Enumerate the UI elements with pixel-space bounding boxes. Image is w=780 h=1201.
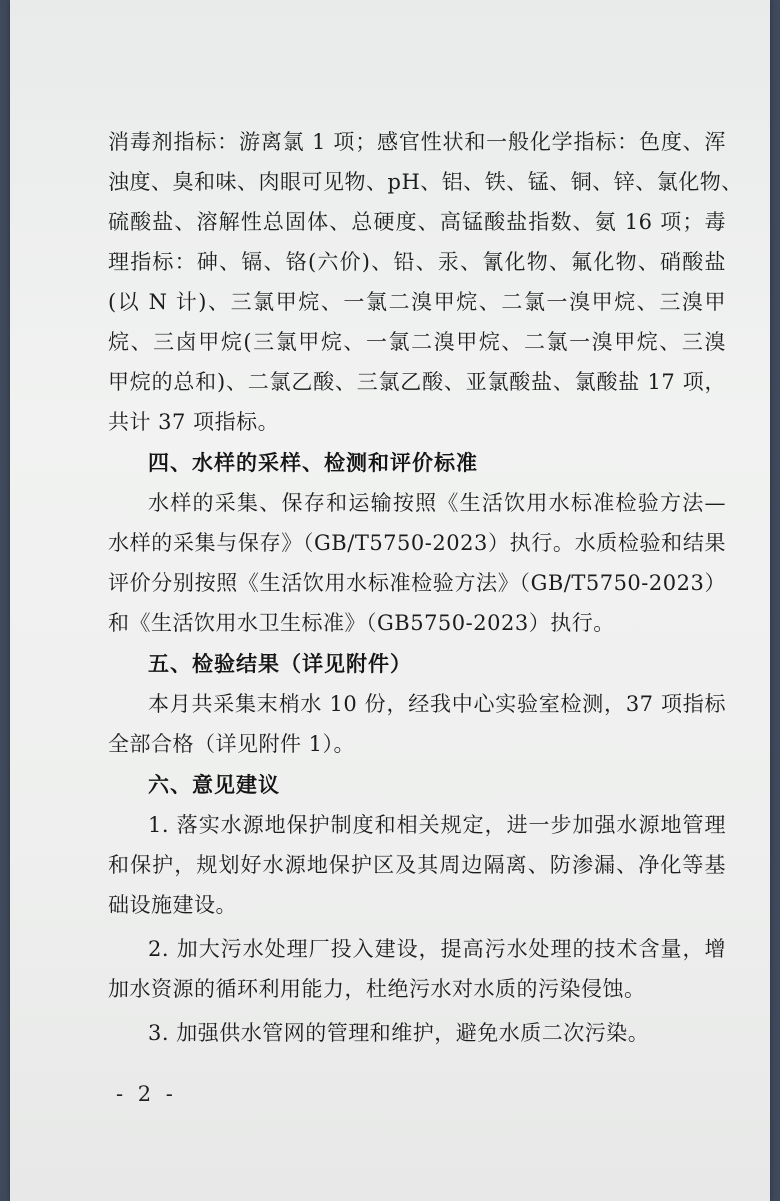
section-heading: 四、水样的采样、检测和评价标准 bbox=[148, 451, 478, 475]
text-line: 理指标：砷、镉、铬(六价)、铅、汞、氰化物、氟化物、硝酸盐 bbox=[108, 250, 726, 274]
text-line: 浊度、臭和味、肉眼可见物、pH、铝、铁、锰、铜、锌、氯化物、 bbox=[108, 170, 743, 194]
text-line: 共计 37 项指标。 bbox=[108, 410, 280, 434]
text-line: 全部合格（详见附件 1）。 bbox=[108, 732, 356, 756]
text-line: 水样的采集、保存和运输按照《生活饮用水标准检验方法— bbox=[148, 491, 726, 515]
text-line: 消毒剂指标：游离氯 1 项；感官性状和一般化学指标：色度、浑 bbox=[108, 130, 726, 154]
section-heading: 五、检验结果（详见附件） bbox=[148, 652, 412, 676]
text-line: 和保护，规划好水源地保护区及其周边隔离、防渗漏、净化等基 bbox=[108, 853, 726, 877]
text-line: 和《生活饮用水卫生标准》（GB5750-2023）执行。 bbox=[108, 611, 615, 635]
text-line: 2. 加大污水处理厂投入建设，提高污水处理的技术含量，增 bbox=[148, 937, 726, 961]
text-line: 甲烷的总和)、二氯乙酸、三氯乙酸、亚氯酸盐、氯酸盐 17 项， bbox=[108, 370, 726, 394]
text-line: 1. 落实水源地保护制度和相关规定，进一步加强水源地管理 bbox=[148, 813, 726, 837]
text-line: (以 N 计)、三氯甲烷、一氯二溴甲烷、二氯一溴甲烷、三溴甲 bbox=[108, 290, 726, 314]
text-line: 评价分别按照《生活饮用水标准检验方法》（GB/T5750-2023） bbox=[108, 571, 726, 595]
text-line: 烷、三卤甲烷(三氯甲烷、一氯二溴甲烷、二氯一溴甲烷、三溴 bbox=[108, 330, 726, 354]
text-line: 水样的采集与保存》（GB/T5750-2023）执行。水质检验和结果 bbox=[108, 531, 726, 555]
document-page bbox=[10, 0, 770, 1201]
text-line: 础设施建设。 bbox=[108, 893, 237, 917]
text-line: 加水资源的循环利用能力，杜绝污水对水质的污染侵蚀。 bbox=[108, 977, 646, 1001]
page-number: - 2 - bbox=[116, 1082, 177, 1106]
section-heading: 六、意见建议 bbox=[148, 773, 280, 797]
text-line: 本月共采集末梢水 10 份，经我中心实验室检测，37 项指标 bbox=[148, 692, 726, 716]
text-line: 3. 加强供水管网的管理和维护，避免水质二次污染。 bbox=[148, 1021, 650, 1045]
text-line: 硫酸盐、溶解性总固体、总硬度、高锰酸盐指数、氨 16 项；毒 bbox=[108, 210, 726, 234]
